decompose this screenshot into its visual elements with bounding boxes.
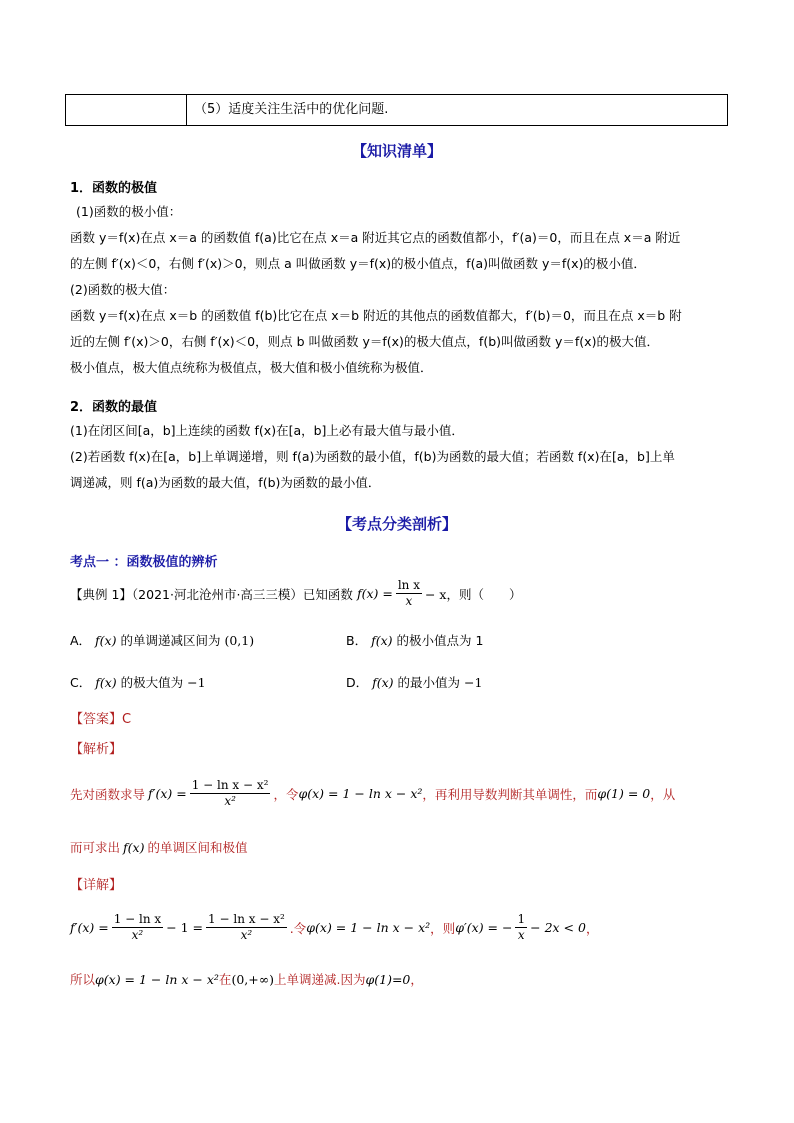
option-d-text: 的最小值为 (397, 675, 461, 690)
option-a-text: 的单调递减区间为 (120, 633, 221, 648)
analysis-frac-num: 1 − ln x − x² (191, 778, 269, 792)
section-1-title: 1．函数的极值 (70, 181, 158, 196)
option-a-value: (0,1) (224, 633, 255, 648)
section-2-line1: (1)在闭区间[a，b]上连续的函数 f(x)在[a，b]上必有最大值与最小值． (70, 423, 464, 438)
option-c[interactable] (70, 673, 206, 691)
detail-frac3-num: 1 (517, 912, 526, 926)
option-d[interactable] (346, 673, 482, 691)
objectives-table-row (65, 94, 728, 126)
section-1-line3: 函数 y＝f(x)在点 x＝b 的函数值 f(b)比它在点 x＝b 附近的其他点的函数值都大，f′(b)＝0，而且在点 x＝b 附 (70, 308, 682, 323)
analysis-derivative-fraction (190, 778, 271, 809)
table-cell-text: （5）适度关注生活中的优化问题. (194, 102, 389, 117)
detail-frac2-den: x² (240, 928, 253, 942)
option-c-math: f(x) (95, 675, 117, 690)
detail-l2-phi: φ(x) = 1 − ln x − x² (95, 971, 219, 987)
option-c-label: C． (70, 675, 92, 690)
option-c-value: −1 (187, 675, 206, 690)
option-a-label: A． (70, 633, 92, 648)
section-2-line3: 调递减，则 f(a)为函数的最大值，f(b)为函数的最小值． (70, 475, 381, 490)
detail-line-2 (70, 970, 423, 988)
analysis-text-3: ，再利用导数判断其单调性，而 (422, 786, 598, 802)
xiangjie-label: 【详解】 (70, 878, 123, 893)
analysis-text-5: 而可求出 (70, 840, 121, 855)
analysis-phi-def: φ(x) = 1 − ln x − x² (298, 786, 423, 801)
detail-l2-text-e: 上单调递减.因为 (274, 972, 366, 987)
example-question (70, 578, 521, 609)
option-b-math: f(x) (371, 633, 393, 648)
detail-text-2: ，则 (430, 920, 456, 936)
analysis-line-2 (70, 838, 247, 856)
detail-frac1-num: 1 − ln x (113, 912, 162, 926)
detail-l2-phi-one: φ(1)=0 (365, 971, 411, 987)
option-a[interactable] (70, 631, 254, 649)
section-2-line2: (2)若函数 f(x)在[a，b]上单调递增，则 f(a)为函数的最小值，f(b)为函数的最大值；若函数 f(x)在[a，b]上单 (70, 449, 675, 464)
example-frac-num: ln x (397, 578, 420, 592)
detail-text-1: .令 (289, 920, 307, 936)
option-d-value: −1 (464, 675, 483, 690)
detail-frac1-den: x² (131, 928, 144, 942)
table-cell-empty (66, 95, 187, 125)
section-1-line1: 函数 y＝f(x)在点 x＝a 的函数值 f(a)比它在点 x＝a 附近其它点的函数值都小，f′(a)＝0，而且在点 x＝a 附近 (70, 230, 681, 245)
analysis-phi-one: φ(1) = 0 (597, 786, 651, 801)
analysis-frac-den: x² (224, 794, 236, 808)
example-frac-den: x (405, 594, 413, 608)
kaodian-title: 考点一 ：函数极值的辨析 (70, 555, 218, 570)
option-d-label: D． (346, 675, 369, 690)
section-1-sub2: (2)函数的极大值： (70, 282, 176, 297)
example-prefix: 【典例 1】（2021·河北沧州市·高三三模）已知函数 (70, 586, 353, 602)
analysis-text-1: 先对函数求导 (70, 786, 146, 802)
answer-label: 【答案】C (70, 712, 132, 727)
section-2-title: 2．函数的最值 (70, 400, 158, 415)
section-1-line5: 极小值点，极大值点统称为极值点，极大值和极小值统称为极值． (70, 360, 433, 375)
option-c-text: 的极大值为 (120, 675, 184, 690)
detail-l2-text-g: ， (410, 972, 423, 987)
detail-l2-interval: (0,+∞) (231, 971, 275, 987)
detail-mid: − 1 = (166, 920, 204, 935)
option-b[interactable] (346, 631, 483, 649)
option-d-math: f(x) (372, 675, 394, 690)
analysis-derivative-lhs: f′(x) = (148, 786, 187, 801)
detail-text-3: ， (585, 920, 599, 936)
detail-derivative-lhs: f′(x) = (70, 920, 109, 935)
detail-frac2-num: 1 − ln x − x² (208, 912, 285, 926)
jiexi-label: 【解析】 (70, 742, 123, 757)
analysis-text-2: ，令 (273, 786, 299, 802)
analysis-text-4: ，从 (650, 786, 676, 802)
analysis-heading: 【考点分类剖析】 (336, 515, 457, 533)
analysis-f-x: f(x) (123, 839, 145, 855)
section-1-line4: 近的左侧 f′(x)＞0，右侧 f′(x)＜0，则点 b 叫做函数 y＝f(x)的极大值点，f(b)叫做函数 y＝f(x)的极大值． (70, 334, 659, 349)
example-tail: − x，则（ ） (424, 586, 522, 602)
analysis-text-6: 的单调区间和极值 (147, 840, 248, 855)
option-a-math: f(x) (95, 633, 117, 648)
section-1-line2: 的左侧 f′(x)＜0，右侧 f′(x)＞0，则点 a 叫做函数 y＝f(x)的极小值点，f(a)叫做函数 y＝f(x)的极小值． (70, 256, 646, 271)
option-b-text: 的极小值点为 1 (396, 633, 484, 648)
section-1-sub1: (1)函数的极小值： (76, 204, 182, 219)
detail-frac3-den: x (517, 928, 525, 942)
example-f-lhs: f(x) = (356, 586, 393, 601)
analysis-line-1 (70, 778, 675, 809)
example-fraction (396, 578, 422, 609)
detail-line-1 (70, 912, 598, 943)
option-b-label: B． (346, 633, 368, 648)
detail-phi-prime: φ′(x) = − (455, 920, 513, 935)
detail-phi-prime-rest: − 2x < 0 (530, 920, 586, 935)
detail-phi-def: φ(x) = 1 − ln x − x² (306, 920, 431, 935)
detail-fraction-2 (206, 912, 287, 943)
detail-l2-text-a: 所以 (70, 972, 96, 987)
detail-fraction-1 (112, 912, 163, 943)
detail-fraction-3 (515, 912, 527, 943)
knowledge-heading: 【知识清单】 (351, 142, 442, 160)
detail-l2-text-c: 在 (218, 972, 232, 987)
